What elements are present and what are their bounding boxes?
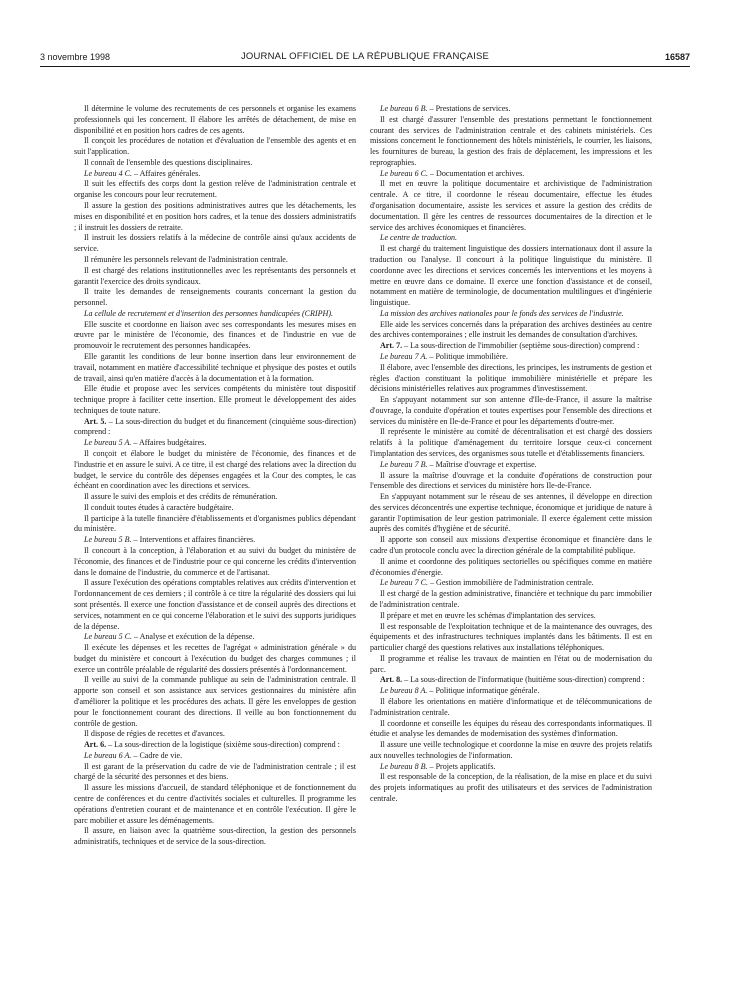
section-title: Le bureau 5 B. (84, 535, 132, 545)
heading-text: – Documentation et archives. (427, 168, 525, 178)
section-heading (370, 686, 652, 697)
body-paragraph: Il assure une veille technologique et coordonne la mise en œuvre des projets relatifs aux nouvelles technologies de l'information. (370, 740, 652, 760)
heading-text: – Interventions et affaires financières. (131, 535, 256, 545)
body-paragraph: Il assure la gestion des positions administratives autres que les détachements, les mises en disponibilité et en position hors cadres, et la tenue des dossiers administratifs ; il instruit les dossiers de retraite. (74, 201, 356, 232)
section-title: La mission des archives nationales pour le fonds des services de l'industrie. (380, 308, 624, 318)
body-paragraph: Il assure l'exécution des opérations comptables relatives aux crédits d'intervention et l'ordonnancement de ces derniers ; il contrôle à ce titre la régularité des dossiers qui lui sont présentés. Il exerce une fonction d'assistance et de conseil auprès des directions et services, notamment en ce qui concerne l'élaboration et le suivi des supports juridiques de la dépense. (74, 578, 356, 631)
body-paragraph: Il détermine le volume des recrutements de ces personnels et organise les examens professionnels qui les concernent. Il élabore les arrêtés de détachement, de mise en disponibilité et en position hors cadres de ces agents. (74, 104, 356, 135)
body-paragraph: Il exécute les dépenses et les recettes de l'agrégat « administration générale » du budget du ministère et concourt à l'exécution du budget des charges communes ; il exerce un contrôle préalable de régularité des dossiers présentés à l'ordonnancement. (74, 643, 356, 674)
body-paragraph: Il dispose de régies de recettes et d'avances. (84, 729, 225, 739)
heading-text: – La sous-direction du budget et du financement (cinquième sous-direction) comprend : (74, 416, 356, 437)
section-heading (370, 169, 652, 180)
body-paragraph: Il prépare et met en œuvre les schémas d'implantation des services. (380, 610, 596, 620)
heading-text: – Maîtrise d'ouvrage et expertise. (427, 459, 537, 469)
body-paragraph: Il concourt à la conception, à l'élaboration et au suivi du budget du ministère de l'économie, des finances et de l'industrie pour ce qui concerne les crédits d'intervention dans le domaine de l'industrie, du commerce et de l'artisanat. (74, 546, 356, 577)
page-header (40, 50, 690, 67)
section-heading (370, 578, 652, 589)
body-paragraph: Il élabore, avec l'ensemble des directions, les principes, les instruments de gestion et règles d'action constituant la politique immobilière ministérielle et prépare les décisions ministérielles relatives aux programmes d'investissement. (370, 362, 652, 394)
section-heading (370, 233, 652, 244)
body-paragraph: Il est responsable de l'exploitation technique et de la maintenance des ouvrages, des équipements et des infrastructures techniques implantés dans les bâtiments. Il est en particulier chargé des questions relatives aux installations téléphoniques. (370, 621, 652, 653)
body-paragraph: Il traite les demandes de renseignements courants concernant la gestion du personnel. (74, 287, 356, 308)
heading-text: – Analyse et exécution de la dépense. (131, 632, 255, 642)
article-heading (74, 740, 356, 751)
section-heading (74, 751, 356, 762)
heading-text: – Gestion immobilière de l'administration centrale. (427, 578, 594, 588)
section-title: Le bureau 5 A. (84, 438, 132, 448)
section-title: Le bureau 8 A. (380, 686, 428, 696)
heading-text: – Affaires générales. (131, 168, 201, 178)
section-heading (370, 104, 652, 115)
body-paragraph: Il anime et coordonne des politiques sectorielles ou spécifiques comme en matière d'économies d'énergie. (370, 556, 652, 577)
section-heading (74, 632, 356, 643)
body-paragraph: Il est garant de la préservation du cadre de vie de l'administration centrale ; il est chargé de la sécurité des personnes et des biens. (74, 761, 356, 782)
article-number: Art. 7. (380, 341, 403, 351)
body-paragraph: Il rémunère les personnels relevant de l'administration centrale. (84, 254, 288, 264)
section-title: Le bureau 8 B. (380, 761, 428, 771)
section-heading (74, 438, 356, 449)
body-paragraph: Il représente le ministère au comité de décentralisation et est chargé des dossiers relatifs à la politique d'aménagement du territoire lorsque ceux-ci concernent l'implantation des services, des organismes sous tutelle et d'établissements financiers. (370, 427, 652, 458)
header-date: 3 novembre 1998 (40, 52, 111, 62)
article-heading (370, 341, 652, 352)
body-paragraph: Il participe à la tutelle financière d'établissements et d'organismes publics dépendant du ministère. (74, 513, 356, 534)
section-heading (370, 309, 652, 320)
article-number: Art. 6. (84, 740, 107, 750)
section-title: La cellule de recrutement et d'insertion des personnes handicapées (CRIPH). (84, 308, 334, 318)
article-number: Art. 5. (84, 416, 107, 426)
heading-text: – La sous-direction de la logistique (sixième sous-direction) comprend : (106, 740, 340, 750)
right-column (370, 104, 652, 978)
body-paragraph: Il est chargé de la gestion administrative, financière et technique du parc immobilier de l'administration centrale. (370, 589, 652, 609)
body-paragraph: Il instruit les dossiers relatifs à la médecine de contrôle ainsi qu'aux accidents de service. (74, 233, 356, 254)
heading-text: – La sous-direction de l'informatique (huitième sous-direction) comprend : (402, 675, 645, 685)
body-paragraph: Elle aide les services concernés dans la préparation des archives destinées au centre des archives contemporaines ; elle instruit les demandes de consultation d'archives. (370, 319, 652, 340)
section-heading (370, 762, 652, 773)
body-paragraph: Il veille au suivi de la commande publique au sein de l'administration centrale. Il apporte son conseil et son assistance aux services gestionnaires du ministère afin d'améliorer la politique et les procédures des achats. Il gère les enveloppes de gestion pour le fonctionnement courant des directions. Il veille au bon fonctionnement du contrôle de gestion. (74, 675, 356, 728)
section-title: Le bureau 5 C. (84, 632, 132, 642)
body-paragraph: Il est chargé des relations institutionnelles avec les représentants des personnels et garantit l'exercice des droits syndicaux. (74, 265, 356, 286)
heading-text: – Politique informatique générale. (427, 686, 540, 696)
heading-text: – Politique immobilière. (427, 351, 508, 361)
left-column (74, 104, 356, 978)
body-paragraph: Elle garantit les conditions de leur bonne insertion dans leur environnement de travail, notamment en matière d'accessibilité technique et physique des postes et outils de travail, ainsi qu'en matière d'accès à la documentation et à la formation. (74, 351, 356, 383)
section-title: Le bureau 6 C. (380, 168, 428, 178)
body-paragraph: En s'appuyant notamment sur son antenne d'Ile-de-France, il assure la maîtrise d'ouvrage, la conduite d'opération et toutes expertises pour l'ensemble des directions et services du ministère en Ile-de-France et pour les départements d'outre-mer. (370, 395, 652, 426)
section-heading (370, 352, 652, 363)
body-paragraph: En s'appuyant notamment sur le réseau de ses antennes, il développe en direction des services déconcentrés une expertise technique, économique et juridique de nature à garantir l'optimisation de leur gestion patrimoniale. Il exerce également cette mission auprès des comités d'hygiène et de sécurité. (370, 492, 652, 534)
body-paragraph: Il suit les effectifs des corps dont la gestion relève de l'administration centrale et organise les concours pour leur recrutement. (74, 179, 356, 200)
body-paragraph: Il programme et réalise les travaux de maintien en l'état ou de modernisation du parc. (370, 653, 652, 674)
section-title: Le centre de traduction. (380, 233, 458, 243)
heading-text: – Projets applicatifs. (427, 761, 496, 771)
section-title: Le bureau 7 C. (380, 578, 428, 588)
article-number: Art. 8. (380, 675, 403, 685)
section-heading (370, 460, 652, 471)
body-paragraph: Il apporte son conseil aux missions d'expertise économique et financière dans le cadre d'un protocole conclu avec la direction générale de la comptabilité publique. (370, 535, 652, 556)
body-paragraph: Il assure la maîtrise d'ouvrage et la conduite d'opérations de construction pour l'ensemble des directions et services du ministère hors Ile-de-France. (370, 470, 652, 491)
heading-text: – Prestations de services. (427, 104, 511, 113)
body-paragraph: Il connaît de l'ensemble des questions disciplinaires. (84, 157, 253, 167)
body-paragraph: Il conçoit les procédures de notation et d'évaluation de l'ensemble des agents et en suit l'application. (74, 136, 356, 157)
body-paragraph: Il assure, en liaison avec la quatrième sous-direction, la gestion des personnels administratifs, techniques et de service de la sous-direction. (74, 826, 356, 847)
section-title: Le bureau 6 A. (84, 750, 132, 760)
heading-text: – Affaires budgétaires. (131, 438, 207, 448)
journal-title: JOURNAL OFFICIEL DE LA RÉPUBLIQUE FRANÇAISE (240, 51, 490, 62)
body-paragraph: Elle étudie et propose avec les services compétents du ministère tout dispositif technique propre à faciliter cette insertion. Elle promeut le développement des aides techniques de toute nature. (74, 384, 356, 415)
section-heading (74, 535, 356, 546)
body-paragraph: Il assure les missions d'accueil, de standard téléphonique et de fonctionnement du centre de conférences et du centre d'activités sociales et culturelles. Il programme les opérations d'entretien courant et de maintenance et en contrôle l'exécution. Il gère le parc mobilier et assure les déménagements. (74, 783, 356, 825)
heading-text: – Cadre de vie. (131, 750, 183, 760)
body-paragraph: Il assure le suivi des emplois et des crédits de rémunération. (84, 492, 278, 502)
body-paragraph: Il élabore les orientations en matière d'informatique et de télécommunications de l'administration centrale. (370, 696, 652, 717)
section-heading (74, 169, 356, 180)
body-paragraph: Il conduit toutes études à caractère budgétaire. (84, 502, 234, 512)
article-heading (74, 417, 356, 439)
article-heading (370, 675, 652, 686)
heading-text: – La sous-direction de l'immobilier (septième sous-direction) comprend : (402, 341, 640, 351)
section-title: Le bureau 7 B. (380, 459, 428, 469)
body-paragraph: Il est chargé du traitement linguistique des dossiers internationaux dont il assure la traduction ou l'analyse. Il concourt à la politique linguistique du ministère. Il coordonne avec les directions et services concernés les interventions et les moyens à mettre en œuvre dans ce domaine. Il exerce une fonction d'assistance et de conseil, notamment en matière de terminologie, de documentation multilingues et d'ingénierie linguistique. (370, 244, 652, 308)
body-paragraph: Il est responsable de la conception, de la réalisation, de la mise en place et du suivi des projets informatiques au profit des utilisateurs et des services de l'administration centrale. (370, 772, 652, 803)
body-paragraph: Il est chargé d'assurer l'ensemble des prestations permettant le fonctionnement courant des services de l'administration centrale et des cabinets ministériels. Ces missions concernent le fonctionnement des hôtels ministériels, le courrier, les liaisons, les fournitures de bureau, la gestion des frais de déplacement, les impressions et les reprographies. (370, 114, 652, 167)
section-title: Le bureau 7 A. (380, 351, 428, 361)
page-number: 16587 (664, 52, 690, 62)
section-heading (74, 309, 356, 320)
section-title: Le bureau 6 B. (380, 104, 428, 113)
section-title: Le bureau 4 C. (84, 168, 132, 178)
body-paragraph: Elle suscite et coordonne en liaison avec ses correspondants les mesures mises en œuvre par le ministère de l'économie, des finances et de l'industrie en vue de promouvoir le recrutement des personnes handicapées. (74, 319, 356, 351)
body-paragraph: Il coordonne et conseille les équipes du réseau des correspondants informatiques. Il étudie et analyse les demandes de modernisation des systèmes d'information. (370, 718, 652, 739)
body-paragraph: Il conçoit et élabore le budget du ministère de l'économie, des finances et de l'industrie et en assure le suivi. A ce titre, il est chargé des relations avec la direction du budget, le service du contrôle des dépenses engagées et la Cour des comptes, le cas échéant en coordination avec les directions et services. (74, 449, 356, 491)
body-paragraph: Il met en œuvre la politique documentaire et archivistique de l'administration centrale. A ce titre, il coordonne le réseau documentaire, effectue les études d'organisation documentaire, assiste les services et assure la gestion des crédits de documentation. Il gère les centres de ressources documentaires de la direction et le service des archives économiques et financières. (370, 179, 652, 232)
